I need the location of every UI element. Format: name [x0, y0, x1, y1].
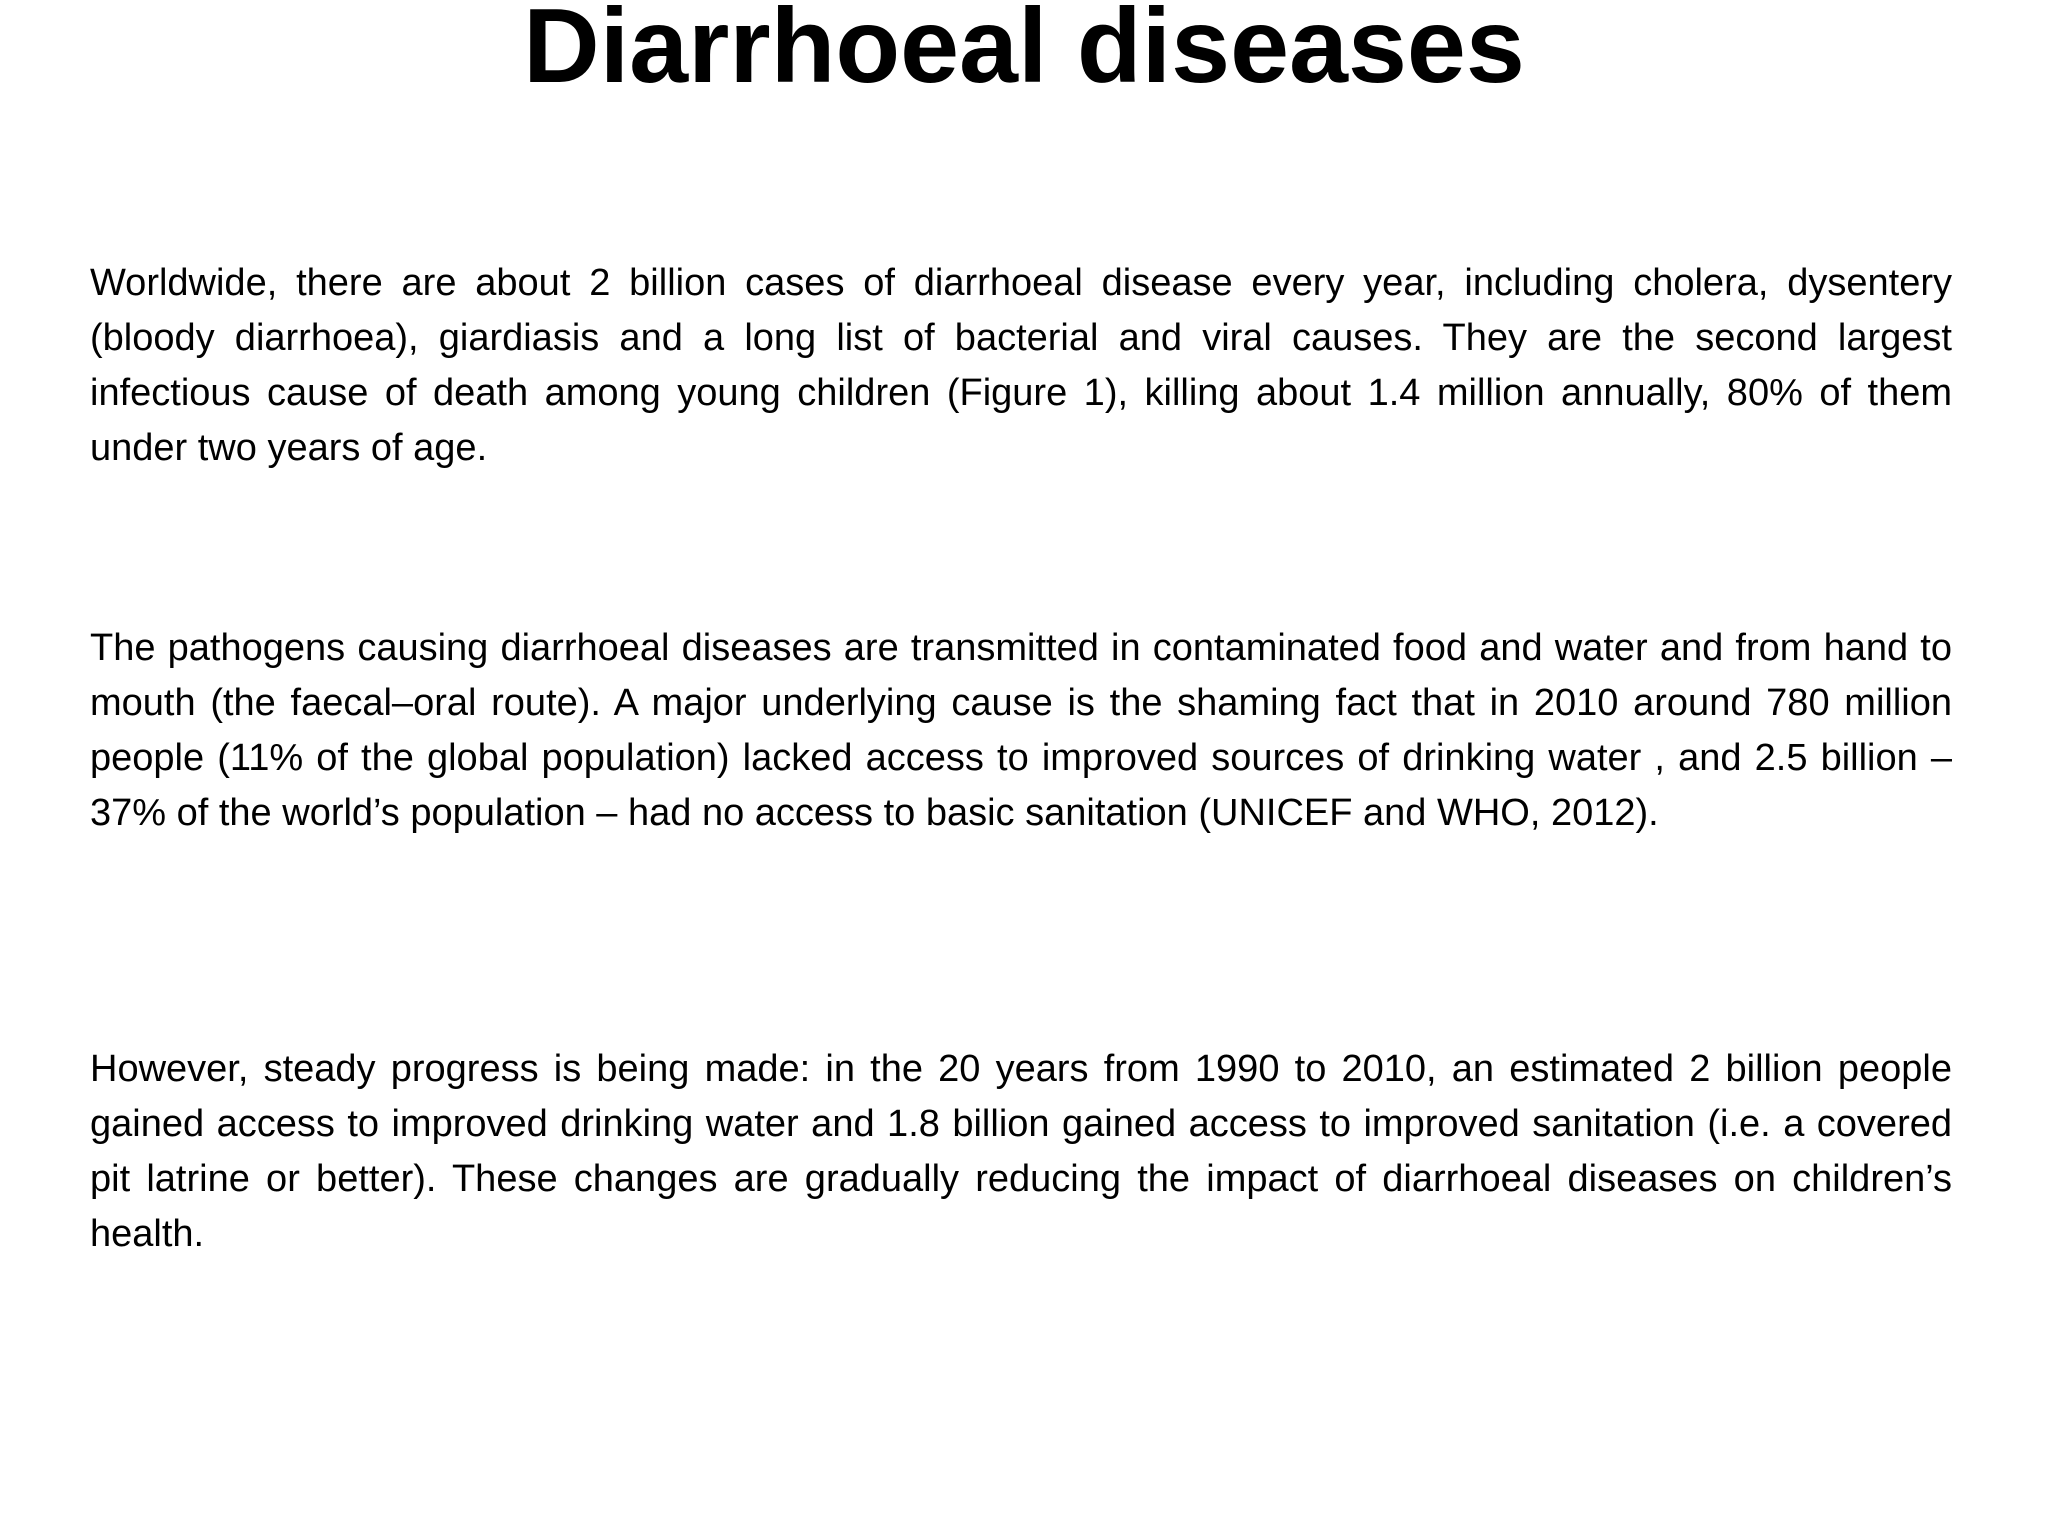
slide-title: Diarrhoeal diseases	[523, 0, 1525, 105]
paragraph-progress: However, steady progress is being made: in the 20 years from 1990 to 2010, an estimated 2 billion people gained access to improved drinking water and 1.8 billion gained access to improved sanitation (i.e. a covered pit latrine or better). These changes are gradually reducing the impact of diarrhoeal diseases on children’s health.	[90, 1048, 1952, 1255]
paragraph-transmission: The pathogens causing diarrhoeal diseases are transmitted in contaminated food and water and from hand to mouth (the faecal–oral route). A major underlying cause is the shaming fact that in 2010 around 780 million people (11% of the global population) lacked access to improved sources of drinking water , and 2.5 billion – 37% of the world’s population – had no access to basic sanitation (UNICEF and WHO, 2012).	[90, 627, 1952, 834]
paragraph-global-burden: Worldwide, there are about 2 billion cases of diarrhoeal disease every year, including cholera, dysentery (bloody diarrhoea), giardiasis and a long list of bacterial and viral causes. They are the second largest infectious cause of death among young children (Figure 1), killing about 1.4 million annually, 80% of them under two years of age.	[90, 262, 1952, 469]
